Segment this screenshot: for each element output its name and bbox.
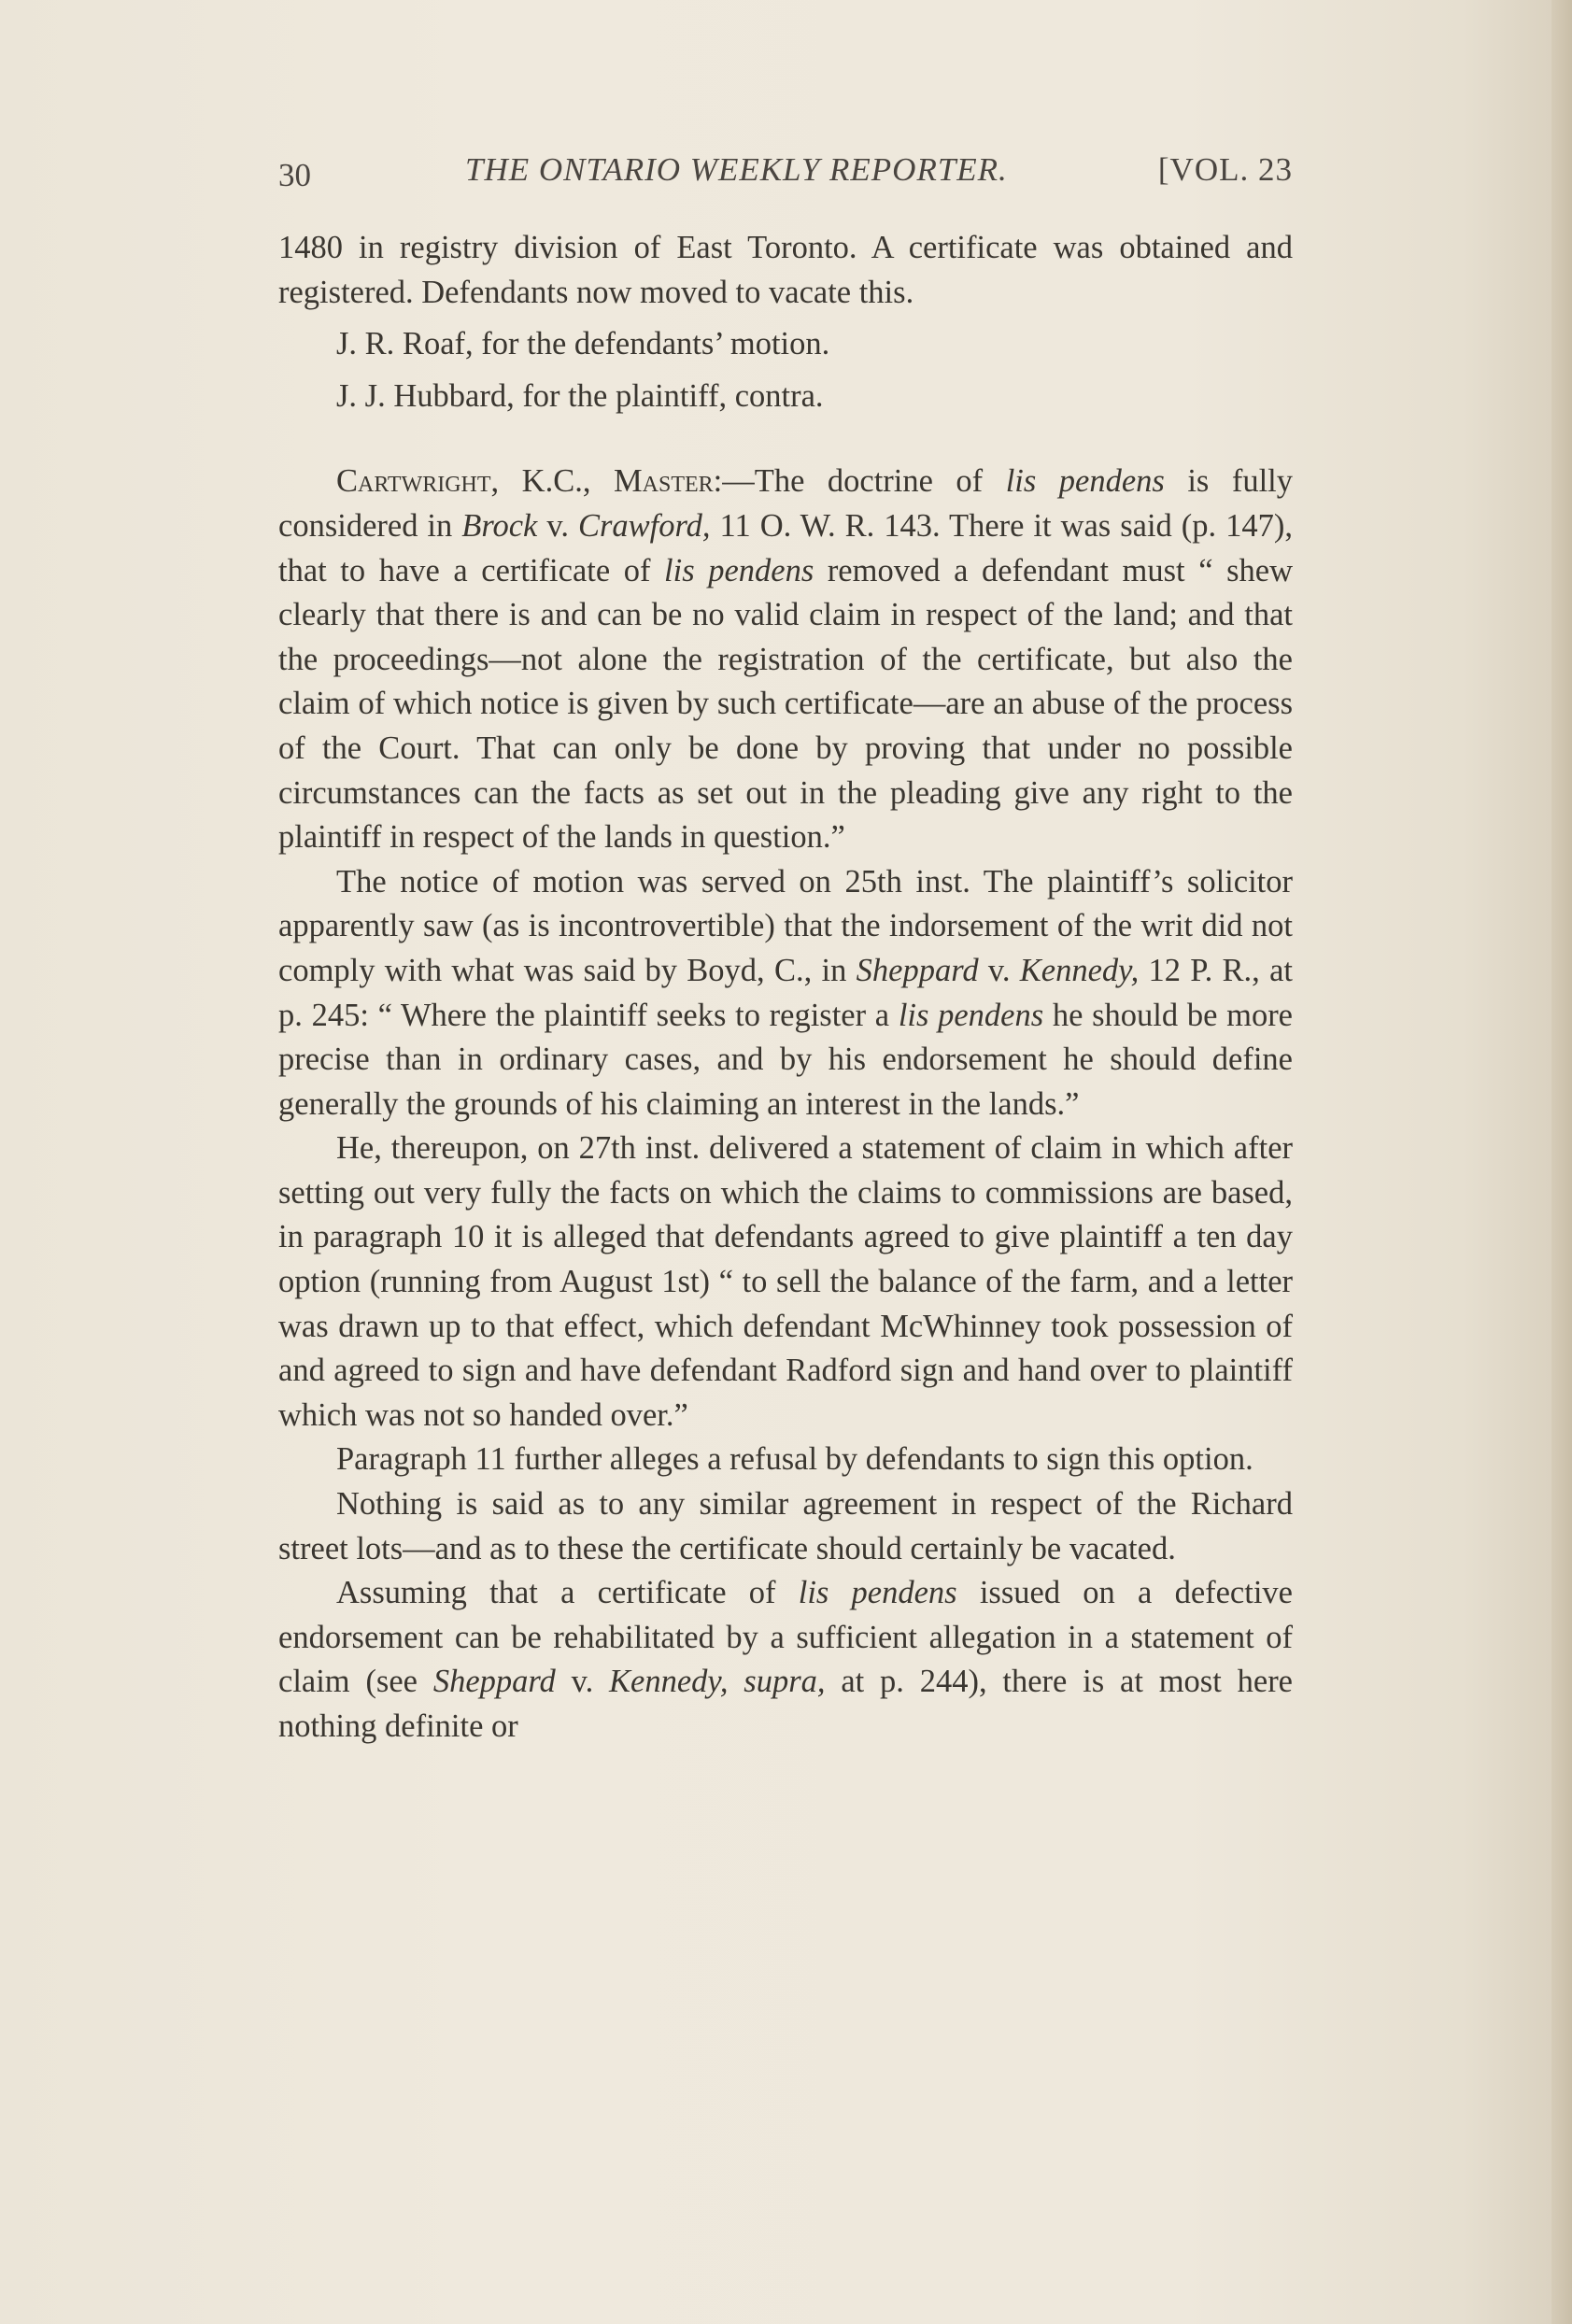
paragraph-statement-of-claim: He, thereupon, on 27th inst. delivered a statement of claim in which after setting out very fully the facts on which the claims to commissions are based, in paragraph 10 it is alleged that defendants agreed to give plaintiff a ten day option (running from August 1st) “ to sell the balance of the farm, and a letter was drawn up to that effect, which defendant McWhinney took possession of and agreed to sign and have defendant Radford sign and hand over to plaintiff which was not so handed over.” xyxy=(278,1130,1293,1433)
latin-term: lis pendens xyxy=(898,997,1044,1033)
paragraph-11: Paragraph 11 further alleges a refusal by defendants to sign this option. xyxy=(336,1441,1253,1478)
volume-label: [VOL. 23 xyxy=(1157,151,1293,188)
latin-term: lis pendens xyxy=(1005,463,1165,500)
paragraph-continuation: 1480 in registry division of East Toronto. A certificate was obtained and registered. Defendants now moved to vacate this. xyxy=(278,230,1293,310)
counsel-line-plaintiff: J. J. Hubbard, for the plaintiff, contra. xyxy=(336,377,824,414)
paragraph-richard-street: Nothing is said as to any similar agreement in respect of the Richard street lots—and as to these the certificate should certainly be vacated. xyxy=(278,1486,1293,1566)
running-header xyxy=(278,149,1293,205)
case-name: Kennedy, xyxy=(1019,952,1140,988)
paragraph-assuming: Assuming that a certificate of lis pendens issued on a defective endorsement can be rehabilitated by a sufficient allegation in a statement of claim (see Sheppard v. Kennedy, supra, at p. 244), there is at most here nothing definite or xyxy=(278,1575,1293,1744)
case-name: Crawford, xyxy=(577,507,711,544)
page-number: 30 xyxy=(278,157,311,193)
case-name: Kennedy, supra, xyxy=(609,1664,826,1700)
case-name: Brock xyxy=(461,507,538,544)
latin-term: lis pendens xyxy=(798,1575,957,1611)
case-name: Sheppard xyxy=(856,952,979,988)
counsel-line-defendants: J. R. Roaf, for the defendants’ motion. xyxy=(336,326,830,362)
latin-term: lis pendens xyxy=(664,552,814,588)
paragraph-notice-of-motion: The notice of motion was served on 25th inst. The plaintiff’s solicitor apparently saw (as is incontrovertible) that the indorsement of the writ did not comply with what was said by Boyd, C., in Sheppard v. Kennedy, 12 P. R., at p. 245: “ Where the plaintiff seeks to register a lis pendens he should be more precise than in ordinary cases, and by his endorsement he should define generally the grounds of his claiming an interest in the lands.” xyxy=(278,863,1293,1122)
paragraph-judgment-opening: Cartwright, K.C., Master:—The doctrine of lis pendens is fully considered in Brock v. Crawford, 11 O. W. R. 143. There it was said (p. 147), that to have a certificate of lis pendens removed a defendant must “ shew clearly that there is and can be no valid claim in respect of the land; and that the proceedings—not alone the registration of the certificate, but also the claim of which notice is given by such certificate—are an abuse of the process of the Court. That can only be done by proving that under no possible circumstances can the facts as set out in the pleading give any right to the plaintiff in respect of the lands in question.” xyxy=(278,463,1294,856)
running-title: THE ONTARIO WEEKLY REPORTER. xyxy=(465,151,1008,188)
page-edge-shadow xyxy=(1551,0,1572,2324)
page-body xyxy=(278,226,1293,1750)
judge-name: Cartwright, K.C., Master xyxy=(336,463,714,500)
case-name: Sheppard xyxy=(432,1664,556,1700)
